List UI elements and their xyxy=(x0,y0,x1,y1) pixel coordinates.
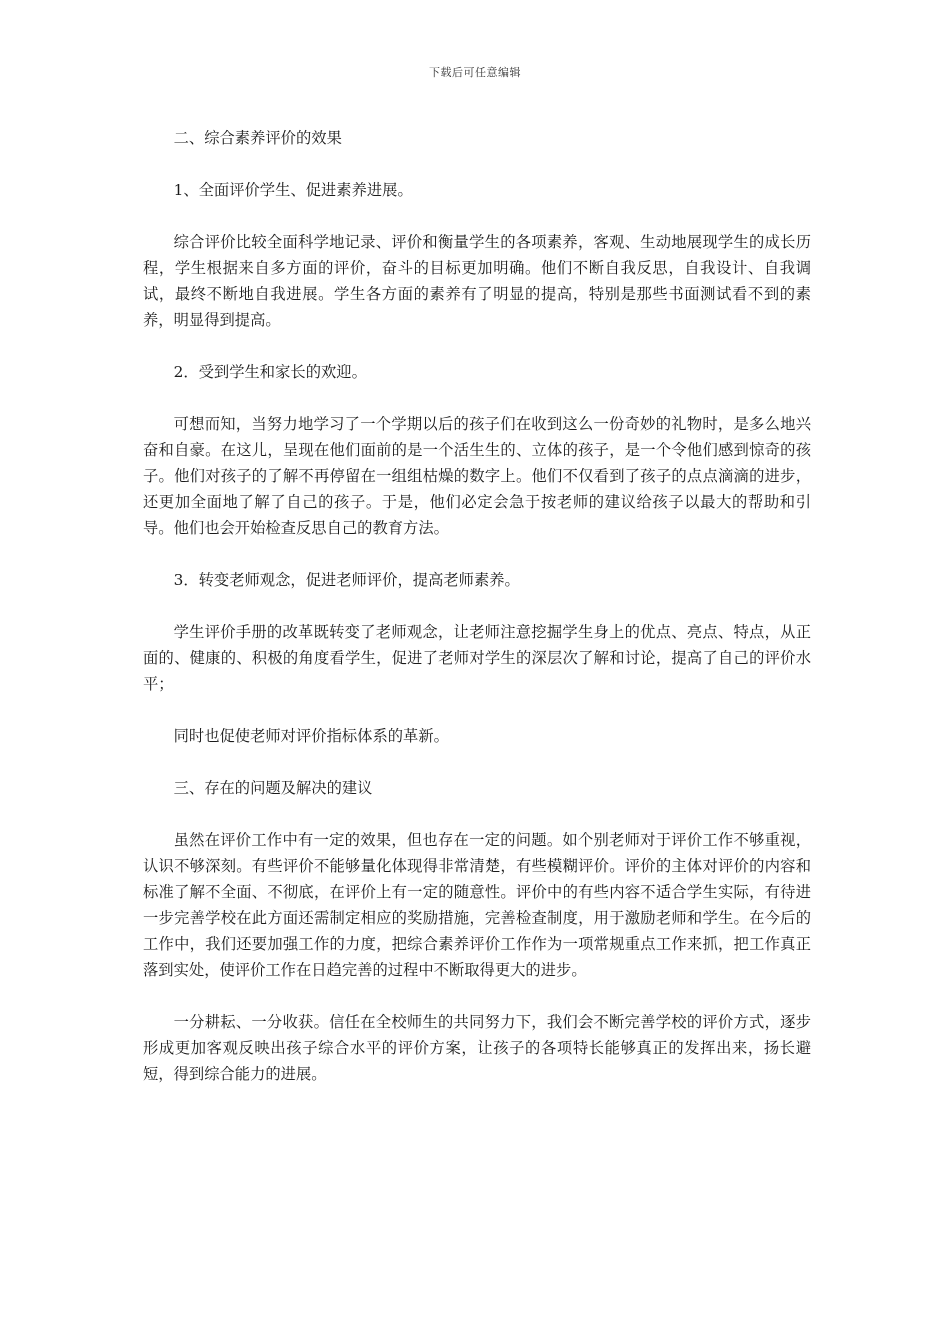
section-heading: 二、综合素养评价的效果 xyxy=(173,129,342,147)
body-paragraph: 同时也促使老师对评价指标体系的革新。 xyxy=(173,727,449,745)
body-paragraph: 可想而知，当努力地学习了一个学期以后的孩子们在收到这么一份奇妙的礼物时，是多么地兴奋和自豪。在这儿，呈现在他们面前的是一个活生生的、立体的孩子，是一个令他们感到惊奇的孩子。他们对孩子的了解不再停留在一组组枯燥的数字上。他们不仅看到了孩子的点点滴滴的进步，还更加全面地了解了自己的孩子。于是，他们必定会急于按老师的建议给孩子以最大的帮助和引导。他们也会开始检查反思自己的教育方法。 xyxy=(143,415,811,537)
header-note: 下载后可任意编辑 xyxy=(429,66,521,79)
body-paragraph: 一分耕耘、一分收获。信任在全校师生的共同努力下，我们会不断完善学校的评价方式，逐步形成更加客观反映出孩子综合水平的评价方案，让孩子的各项特长能够真正的发挥出来，扬长避短，得到综合能力的进展。 xyxy=(143,1013,811,1083)
body-paragraph: 综合评价比较全面科学地记录、评价和衡量学生的各项素养，客观、生动地展现学生的成长历程，学生根据来自多方面的评价，奋斗的目标更加明确。他们不断自我反思，自我设计、自我调试，最终不断地自我进展。学生各方面的素养有了明显的提高，特别是那些书面测试看不到的素养，明显得到提高。 xyxy=(143,233,811,329)
subsection-heading: 1、全面评价学生、促进素养进展。 xyxy=(173,181,413,199)
section-heading: 三、存在的问题及解决的建议 xyxy=(173,779,373,797)
subsection-heading: 2．受到学生和家长的欢迎。 xyxy=(173,363,367,381)
subsection-heading: 3．转变老师观念，促进老师评价，提高老师素养。 xyxy=(173,571,520,589)
body-paragraph: 虽然在评价工作中有一定的效果，但也存在一定的问题。如个别老师对于评价工作不够重视，认识不够深刻。有些评价不能够量化体现得非常清楚，有些模糊评价。评价的主体对评价的内容和标准了解不全面、不彻底，在评价上有一定的随意性。评价中的有些内容不适合学生实际，有待进一步完善学校在此方面还需制定相应的奖励措施，完善检查制度，用于激励老师和学生。在今后的工作中，我们还要加强工作的力度，把综合素养评价工作作为一项常规重点工作来抓，把工作真正落到实处，使评价工作在日趋完善的过程中不断取得更大的进步。 xyxy=(143,831,811,979)
body-paragraph: 学生评价手册的改革既转变了老师观念，让老师注意挖掘学生身上的优点、亮点、特点，从正面的、健康的、积极的角度看学生，促进了老师对学生的深层次了解和讨论，提高了自己的评价水平； xyxy=(143,623,811,693)
document-body xyxy=(143,125,811,1113)
